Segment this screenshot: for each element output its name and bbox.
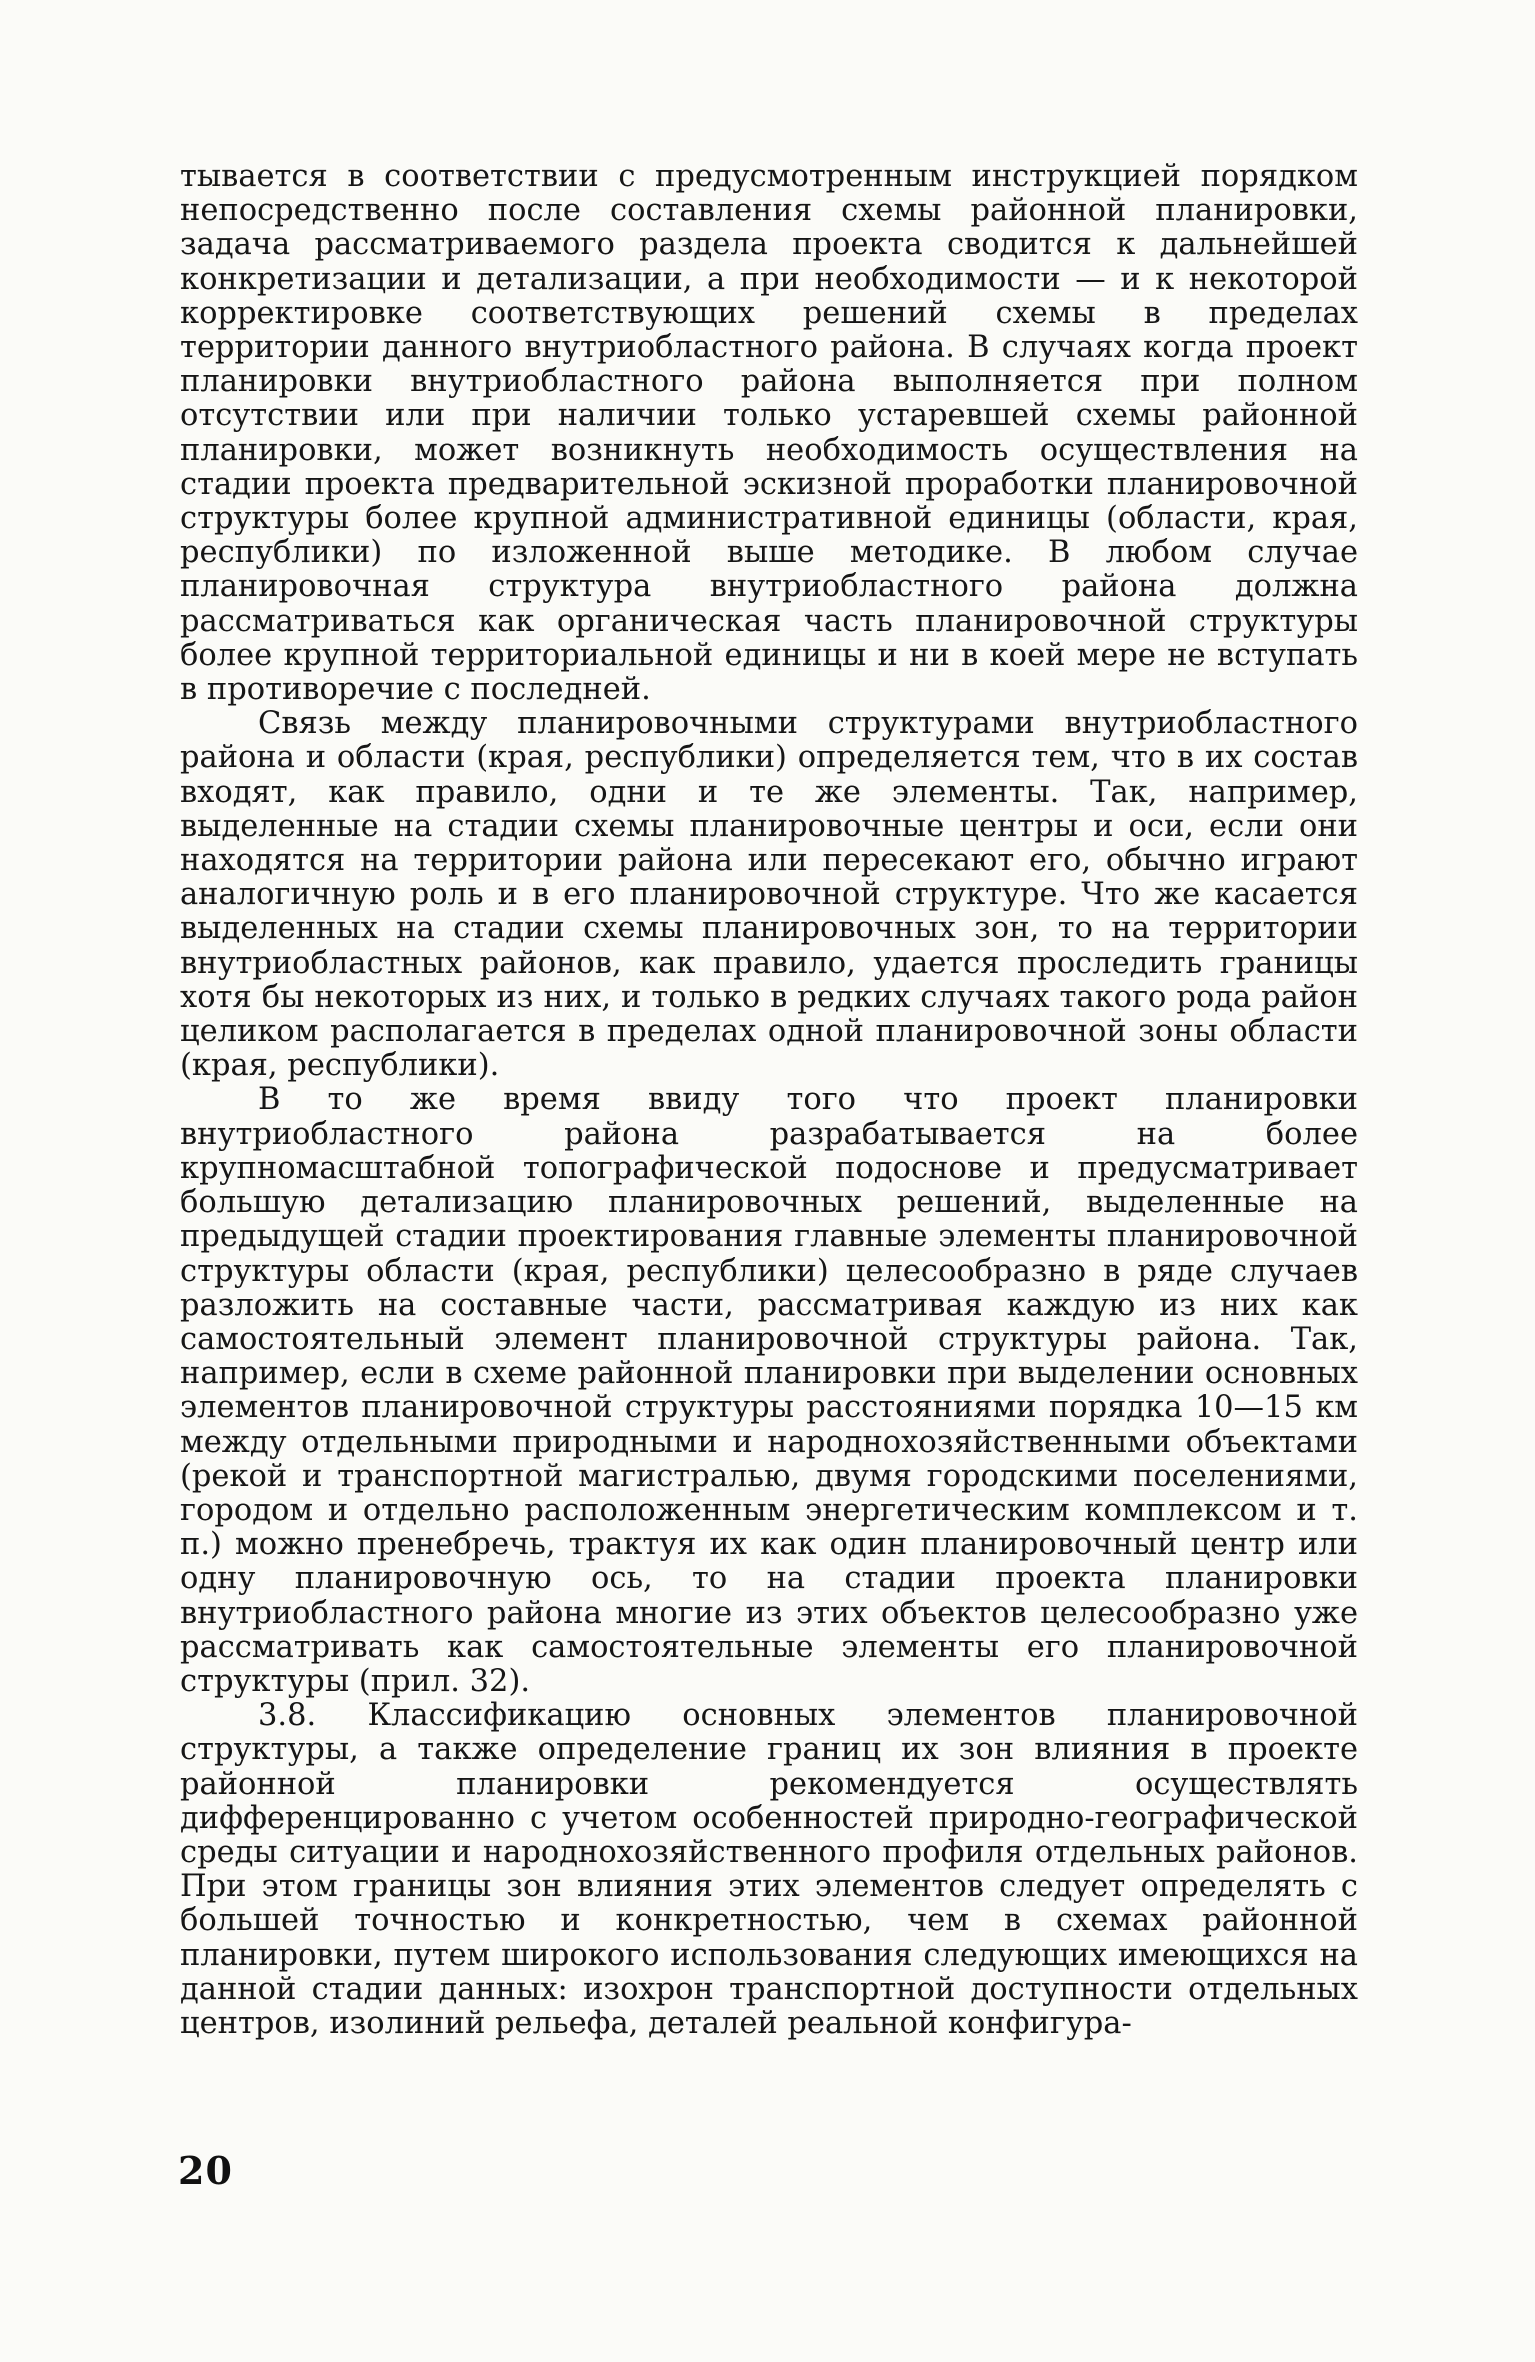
paragraph-3-8 xyxy=(180,1699,1358,2041)
paragraph-structure-link: Связь между планировочными структурами внутриобластного района и области (края, республики) определяется тем, что в их состав входят, как правило, одни и те же элементы. Так, например, выделенные на стадии схемы планировочные центры и оси, если они находятся на территории района или пересекают его, обычно играют аналогичную роль и в его планировочной структуре. Что же касается выделенных на стадии схемы планировочных зон, то на территории внутриобластных районов, как правило, удается проследить границы хотя бы некоторых из них, и только в редких случаях такого рода район целиком располагается в пределах одной планировочной зоны области (края, республики). xyxy=(180,706,1358,1084)
section-number: 3.8. xyxy=(258,1698,317,1734)
body-text xyxy=(180,160,1358,2041)
paragraph-3-8-text: Классификацию основных элементов планировочной структуры, а также определение границ их зон влияния в проекте районной планировки рекомендуется осуществлять дифференцированно с учетом особенностей природно-географической среды ситуации и народнохозяйственного профиля отдельных районов. При этом границы зон влияния этих элементов следует определять с большей точностью и конкретностью, чем в схемах районной планировки, путем широкого использования следующих имеющихся на данной стадии данных: изохрон транспортной доступности отдельных центров, изолиний рельефа, деталей реальной конфигура- xyxy=(180,1698,1358,2041)
paragraph-detailing: В то же время ввиду того что проект планировки внутриобластного района разрабатывается на более крупномасштабной топографической подоснове и предусматривает большую детализацию планировочных решений, выделенные на предыдущей стадии проектирования главные элементы планировочной структуры области (края, республики) целесообразно в ряде случаев разложить на составные части, рассматривая каждую из них как самостоятельный элемент планировочной структуры района. Так, например, если в схеме районной планировки при выделении основных элементов планировочной структуры расстояниями порядка 10—15 км между отдельными природными и народнохозяйственными объектами (рекой и транспортной магистралью, двумя городскими поселениями, городом и отдельно расположенным энергетическим комплексом и т. п.) можно пренебречь, трактуя их как один планировочный центр или одну планировочную ось, то на стадии проекта планировки внутриобластного района многие из этих объектов целесообразно уже рассматривать как самостоятельные элементы его планировочной структуры (прил. 32). xyxy=(180,1082,1358,1699)
page-number: 20 xyxy=(178,2148,233,2193)
paragraph-continuation: тывается в соответствии с предусмотренным инструкцией порядком непосредственно после составления схемы районной планировки, задача рассматриваемого раздела проекта сводится к дальнейшей конкретизации и детализации, а при необходимости — и к некоторой корректировке соответствующих решений схемы в пределах территории данного внутриобластного района. В случаях когда проект планировки внутриобластного района выполняется при полном отсутствии или при наличии только устаревшей схемы районной планировки, может возникнуть необходимость осуществления на стадии проекта предварительной эскизной проработки планировочной структуры более крупной административной единицы (области, края, республики) по изложенной выше методике. В любом случае планировочная структура внутриобластного района должна рассматриваться как органическая часть планировочной структуры более крупной территориальной единицы и ни в коей мере не вступать в противоречие с последней. xyxy=(180,159,1358,708)
